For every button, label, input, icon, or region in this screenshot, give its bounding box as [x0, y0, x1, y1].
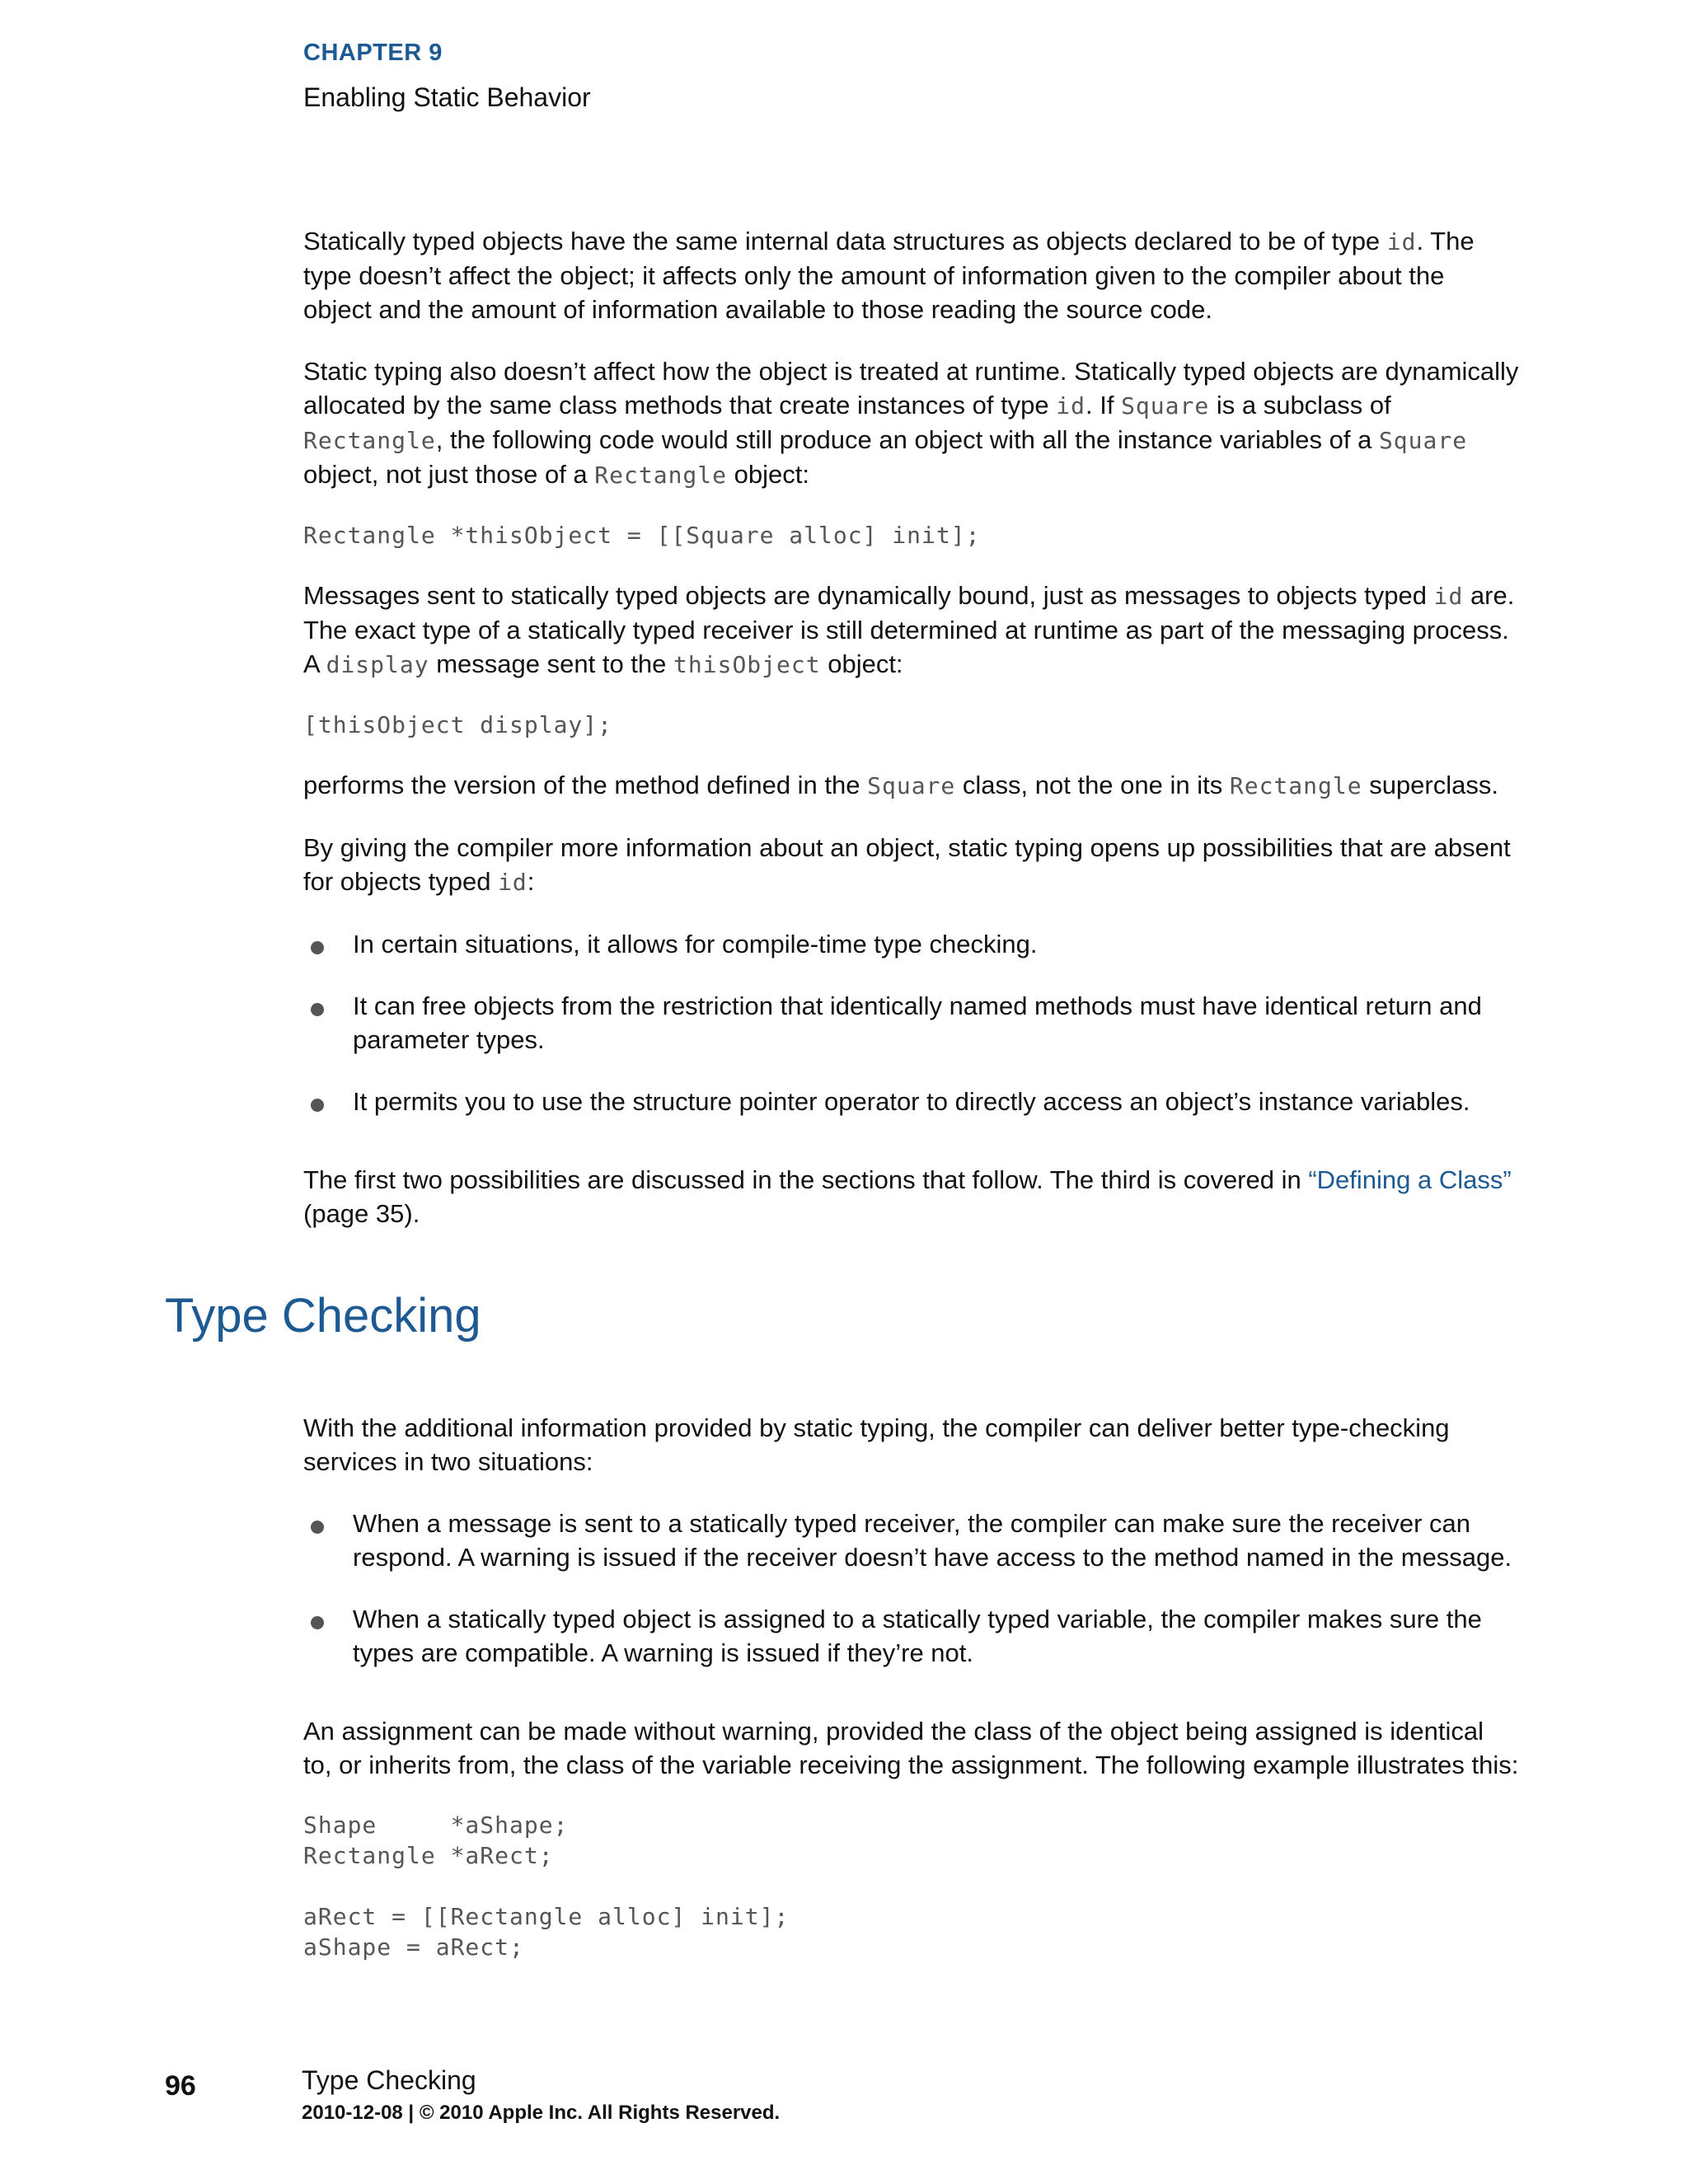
inline-code: Square [1121, 392, 1210, 419]
section-heading-type-checking: Type Checking [165, 1289, 481, 1343]
text-run: is a subclass of [1209, 391, 1391, 419]
page-number: 96 [165, 2070, 196, 2102]
bullet-icon [311, 1003, 324, 1016]
text-run: object: [820, 649, 903, 678]
code-line: aRect = [[Rectangle alloc] init]; [303, 1903, 790, 1930]
bullet-icon [311, 1099, 324, 1112]
text-run: object: [727, 460, 809, 489]
text-run: class, not the one in its [955, 771, 1230, 799]
inline-code: id [1433, 583, 1464, 610]
inline-code: Rectangle [303, 427, 436, 454]
code-block-rectangle: Rectangle *thisObject = [[Square alloc] init]; [303, 522, 981, 549]
bullet-icon [311, 1616, 324, 1629]
text-run: object, not just those of a [303, 460, 595, 489]
text-run: Statically typed objects have the same internal data structures as objects declared to be of type [303, 227, 1387, 255]
text-run: Messages sent to statically typed objects are dynamically bound, just as messages to objects typed [303, 581, 1434, 610]
inline-code: Rectangle [594, 462, 727, 489]
bullet-icon [311, 941, 324, 954]
text-run: . If [1085, 391, 1122, 419]
inline-code: thisObject [673, 651, 821, 678]
code-line: Rectangle *aRect; [303, 1842, 554, 1869]
inline-code: id [498, 869, 528, 896]
paragraph-type-checking-intro: With the additional information provided by static typing, the compiler can deliver better type-checking services in two situations: [303, 1413, 1450, 1476]
list-item [303, 989, 1519, 1057]
inline-code: id [1056, 392, 1085, 419]
inline-code: id [1386, 228, 1417, 255]
footer-copyright: 2010-12-08 | © 2010 Apple Inc. All Rights Reserved. [302, 2102, 781, 2124]
intro-body [303, 224, 1519, 1258]
footer-section-title: Type Checking [302, 2065, 476, 2095]
text-run: (page 35). [303, 1199, 420, 1228]
paragraph-method-version [303, 768, 1519, 803]
list-item-text: In certain situations, it allows for compile-time type checking. [353, 930, 1038, 958]
inline-code: Square [1378, 427, 1468, 454]
paragraph-sections-follow [303, 1163, 1519, 1230]
list-item-text: It permits you to use the structure pointer operator to directly access an object’s instance variables. [353, 1087, 1470, 1116]
text-run: : [527, 867, 535, 896]
list-item [303, 1602, 1519, 1670]
list-item-text: It can free objects from the restriction that identically named methods must have identical return and parameter types. [353, 991, 1482, 1054]
code-line: Shape *aShape; [303, 1811, 569, 1839]
paragraph-assignment: An assignment can be made without warning, provided the class of the object being assigned is identical to, or inherits from, the class of the variable receiving the assignment. The following example illustrates this: [303, 1717, 1519, 1779]
text-run: . The type doesn’t affect the object; it affects only the amount of information given to the compiler about the object and the amount of information available to those reading the source code. [303, 227, 1475, 324]
paragraph-possibilities [303, 831, 1519, 899]
code-block-assignment [303, 1810, 1519, 1962]
text-run: The first two possibilities are discussed in the sections that follow. The third is covered in [303, 1165, 1309, 1194]
type-checking-body [303, 1411, 1519, 1990]
text-run: , the following code would still produce an object with all the instance variables of a [435, 425, 1379, 454]
bullet-icon [311, 1521, 324, 1534]
inline-code: Rectangle [1229, 772, 1362, 799]
inline-code: display [326, 651, 429, 678]
text-run: message sent to the [429, 649, 674, 678]
list-item [303, 1507, 1519, 1574]
inline-code: Square [867, 772, 956, 799]
code-block-display: [thisObject display]; [303, 711, 613, 738]
type-checking-list [303, 1507, 1519, 1670]
list-item-text: When a message is sent to a statically typed receiver, the compiler can make sure the receiver can respond. A warning is issued if the receiver doesn’t have access to the method named in the message. [353, 1509, 1512, 1572]
text-run: performs the version of the method defined in the [303, 771, 868, 799]
text-run: Static typing also doesn’t affect how the object is treated at runtime. Statically typed objects are dynamically allocated by the same class methods that create instances of type [303, 357, 1519, 419]
chapter-label: CHAPTER 9 [303, 40, 443, 66]
code-line: aShape = aRect; [303, 1933, 524, 1961]
chapter-title: Enabling Static Behavior [303, 82, 591, 112]
text-run: By giving the compiler more information about an object, static typing opens up possibilities that are absent for objects typed [303, 833, 1511, 896]
list-item [303, 1085, 1519, 1118]
paragraph-runtime-treatment [303, 354, 1519, 492]
defining-a-class-link[interactable]: “Defining a Class” [1308, 1165, 1512, 1194]
paragraph-dynamic-binding [303, 579, 1519, 682]
list-item [303, 927, 1519, 961]
possibilities-list [303, 927, 1519, 1118]
paragraph-static-typing-data [303, 224, 1519, 326]
text-run: are. The exact type of a statically typed receiver is still determined at runtime as part of the messaging process. A [303, 581, 1515, 678]
text-run: superclass. [1362, 771, 1498, 799]
list-item-text: When a statically typed object is assigned to a statically typed variable, the compiler makes sure the types are compatible. A warning is issued if they’re not. [353, 1605, 1482, 1667]
